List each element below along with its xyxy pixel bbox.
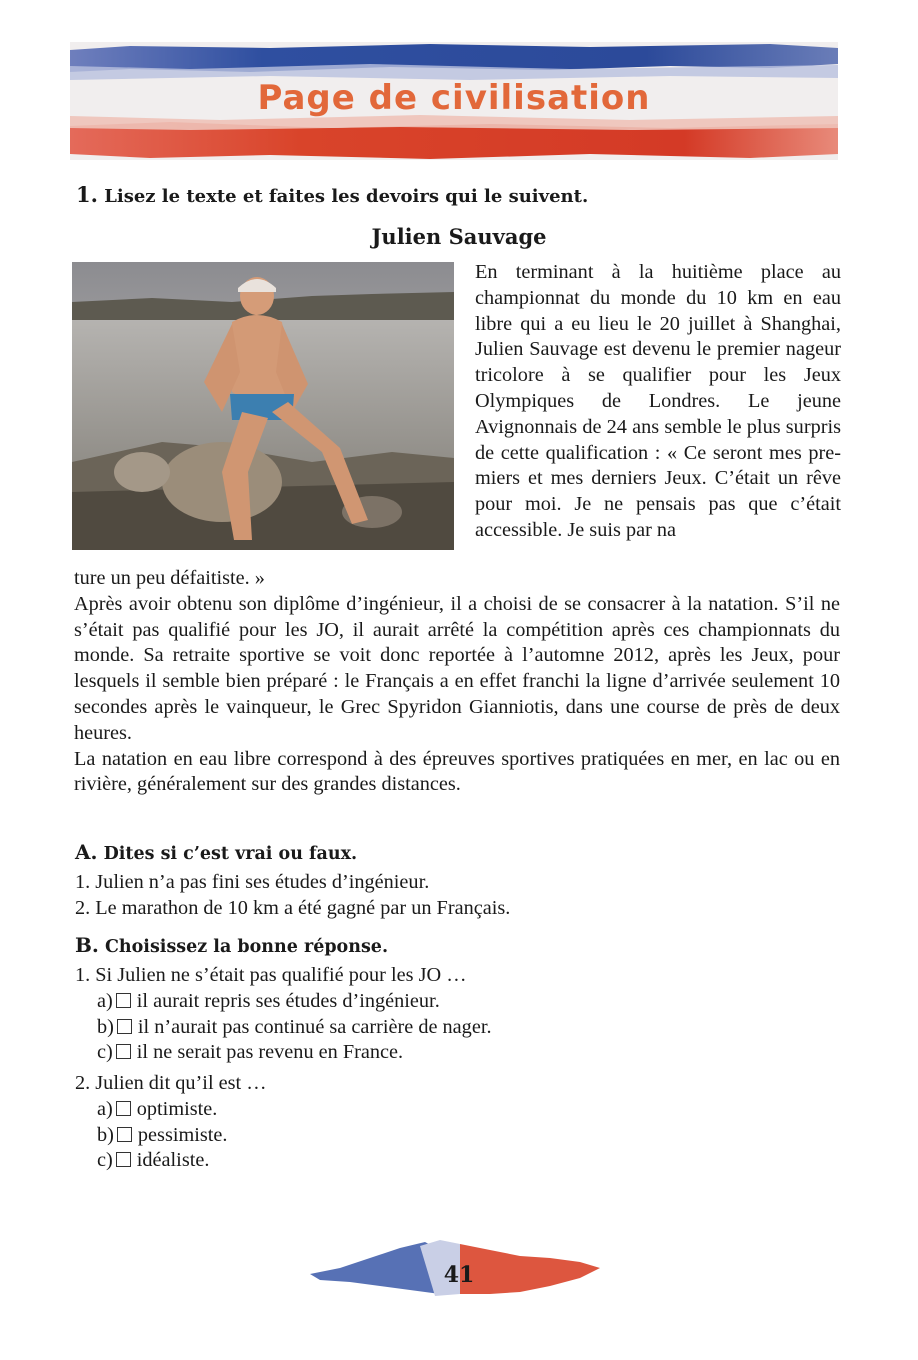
section-a-title: Dites si c’est vrai ou faux. (103, 844, 358, 864)
section-a-heading (75, 840, 357, 864)
exercise-number: 1. (76, 182, 98, 207)
checkbox[interactable] (117, 1019, 132, 1034)
article-title: Julien Sauvage (371, 224, 547, 249)
answer-option: a) il aurait repris ses études d’ingénieur. (97, 989, 440, 1012)
checkbox[interactable] (116, 1101, 131, 1116)
section-b-letter: B. (75, 933, 99, 957)
section-a-list (75, 870, 510, 922)
question-1 (75, 963, 492, 1066)
answer-option: c) idéaliste. (97, 1149, 210, 1172)
article-body (74, 566, 840, 798)
page-number: 41 (443, 1262, 475, 1288)
true-false-item: 1. Julien n’a pas fini ses études d’ingénieur. (75, 871, 430, 893)
answer-option: c) il ne serait pas revenu en France. (97, 1041, 404, 1064)
checkbox[interactable] (116, 1152, 131, 1167)
section-b-title: Choisissez la bonne réponse. (104, 937, 389, 957)
answer-option: a) optimiste. (97, 1097, 218, 1120)
checkbox[interactable] (116, 1044, 131, 1059)
page-title: Page de civilisation (257, 78, 651, 118)
exercise-instruction: Lisez le texte et faites les devoirs qui le suivent. (104, 186, 589, 207)
answer-option: b) il n’aurait pas continué sa carrière de nager. (97, 1015, 492, 1038)
article-paragraph-2: Après avoir obtenu son diplôme d’ingénieur, il a choisi de se consacrer à la natation. S’il ne s’était pas qualifié pour les JO, il aurait arrêté la compétition après ces championnats du monde. Sa retraite sportive se voit donc reportée à l’automne 2012, après les Jeux, pour lesquels il semble bien préparé : le Français a en effet franchi la ligne d’arrivée seulement 10 secondes après le vainqueur, le Grec Spyridon Gianniotis, dans une course de près de deux heures. (74, 592, 840, 744)
section-a-letter: A. (75, 840, 98, 864)
answer-option: b) pessimiste. (97, 1123, 228, 1146)
true-false-item: 2. Le marathon de 10 km a été gagné par un Français. (75, 896, 511, 919)
swimmer-photo (72, 262, 454, 550)
article-paragraph-3: La natation en eau libre correspond à des épreuves sportives pratiquées en mer, en lac ou en rivière, généralement sur des grandes distances. (74, 747, 840, 796)
article-paragraph-1: En terminant à la huitième place au championnat du monde du 10 km en eau libre qui a eu lieu le 20 juillet à Shanghai, Julien Sauvage est devenu le premier nageur tricolore à se qualifier pour les Jeux Olympiques de Londres. Le jeune Avignonnais de 24 ans semble le plus surpris de cette qualification : « Ce seront mes premiers et mes derniers Jeux. C’était un rêve pour moi. Je ne pensais pas que c’était accessible. Je suis par na (475, 261, 841, 541)
article-continuation: ture un peu défaitiste. » (74, 567, 265, 589)
header-banner (70, 42, 838, 160)
question-stem: 1. Si Julien ne s’était pas qualifié pour les JO … (75, 964, 467, 986)
exercise-heading (76, 182, 588, 207)
checkbox[interactable] (117, 1127, 132, 1142)
checkbox[interactable] (116, 993, 131, 1008)
question-stem: 2. Julien dit qu’il est … (75, 1072, 267, 1094)
section-b-heading (75, 933, 388, 957)
question-2 (75, 1071, 267, 1174)
